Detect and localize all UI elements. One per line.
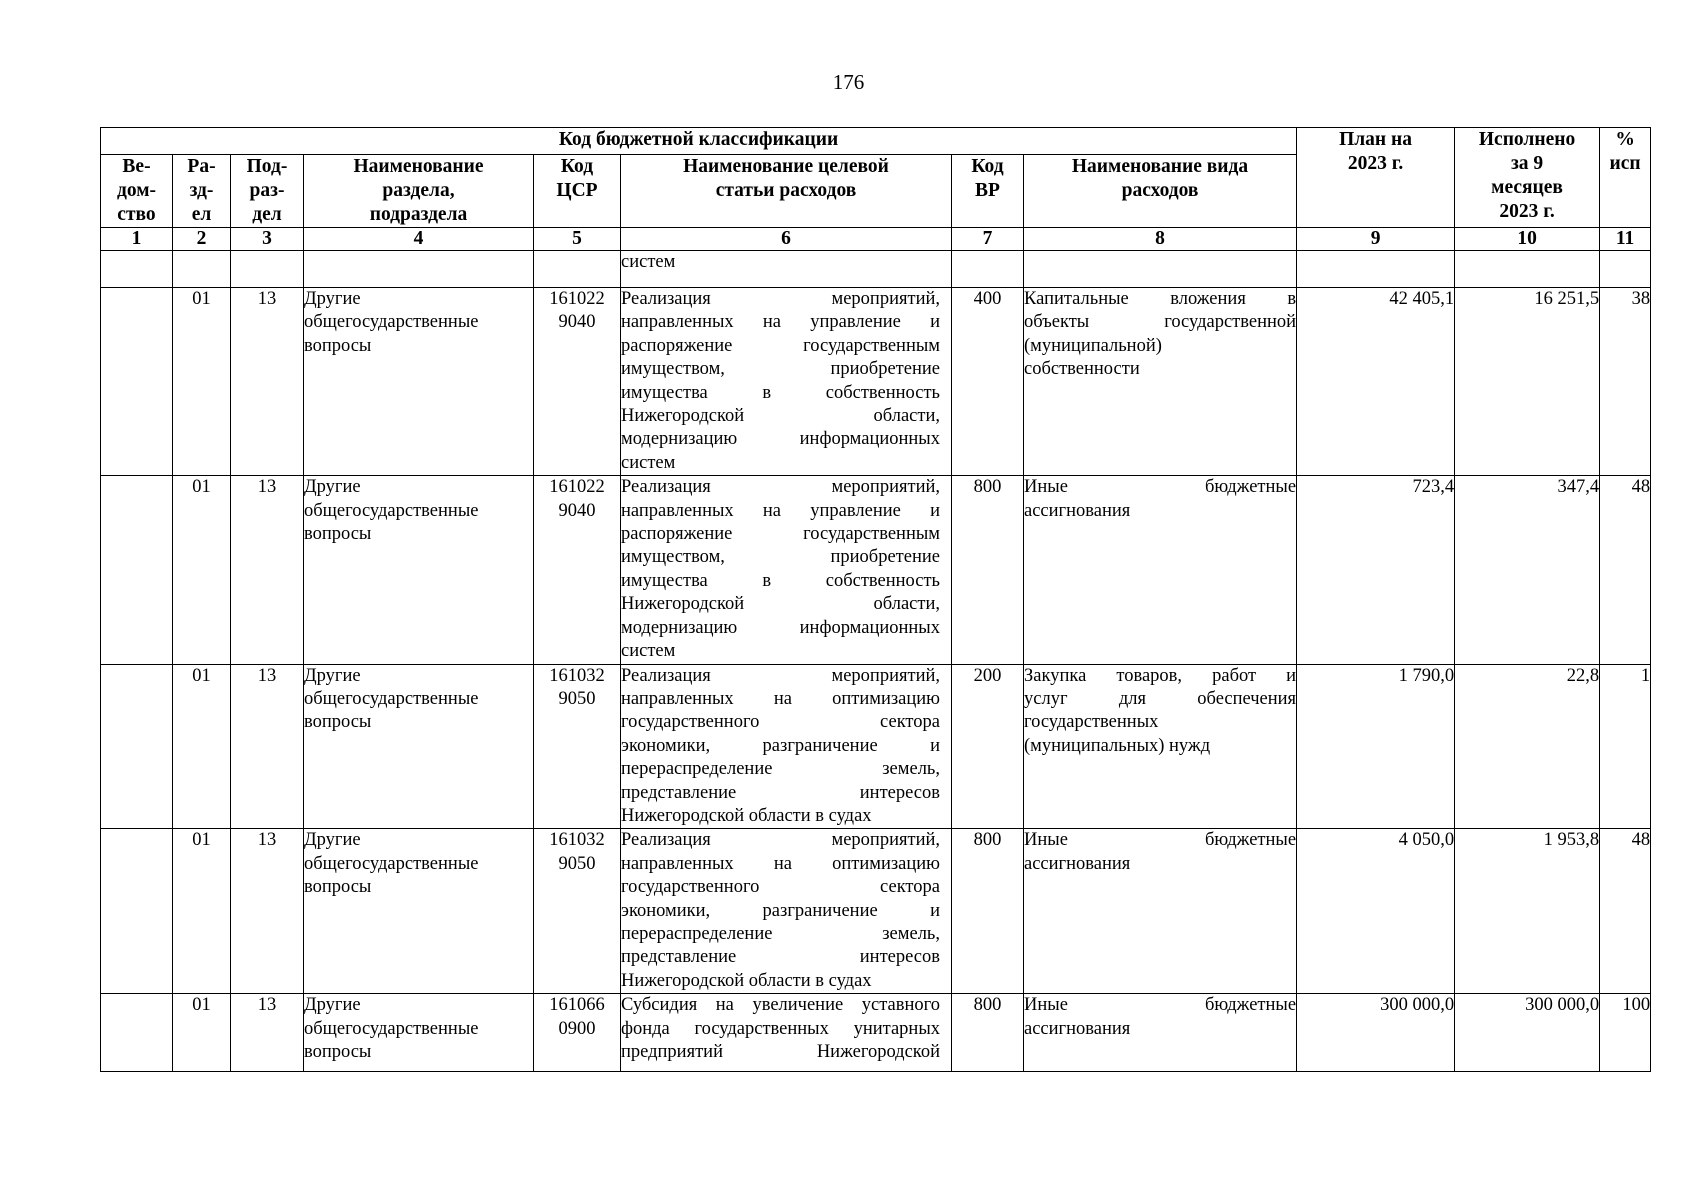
expense-type-name-header: Наименование вида расходов — [1024, 155, 1297, 228]
plan-amount: 1 790,0 — [1297, 664, 1455, 829]
execution-percent: 38 — [1600, 288, 1651, 476]
subsection-code: 13 — [231, 994, 304, 1072]
budget-table — [100, 127, 1651, 1072]
vr-code: 800 — [952, 476, 1024, 664]
column-number: 4 — [304, 228, 534, 251]
expense-type-name: Капитальные вложения в объекты государственной (муниципальной) собственности — [1024, 288, 1297, 476]
section-code: 01 — [173, 664, 231, 829]
section-name: Другие общегосударственные вопросы — [304, 476, 534, 664]
section-name: Другие общегосударственные вопросы — [304, 664, 534, 829]
vr-code: 800 — [952, 994, 1024, 1072]
section-header: Ра- зд- ел — [173, 155, 231, 228]
execution-percent: 48 — [1600, 829, 1651, 994]
executed-amount: 16 251,5 — [1455, 288, 1600, 476]
subsection-code: 13 — [231, 829, 304, 994]
section-name: Другие общегосударственные вопросы — [304, 288, 534, 476]
executed-amount: 300 000,0 — [1455, 994, 1600, 1072]
table-row — [101, 251, 1651, 288]
vr-code: 200 — [952, 664, 1024, 829]
vr-code-header: Код ВР — [952, 155, 1024, 228]
expense-type-name: Закупка товаров, работ и услуг для обеспечения государственных (муниципальных) нужд — [1024, 664, 1297, 829]
expense-type-name: Иные бюджетные ассигнования — [1024, 829, 1297, 994]
table-row — [101, 288, 1651, 476]
execution-percent: 1 — [1600, 664, 1651, 829]
executed-amount: 1 953,8 — [1455, 829, 1600, 994]
subsection-code: 13 — [231, 664, 304, 829]
target-item-name: Субсидия на увеличение уставного фонда государственных унитарных предприятий Нижегородской — [621, 994, 952, 1072]
target-item-name: Реализация мероприятий, направленных на управление и распоряжение государственным имуществом, приобретение имущества в собственность Нижегородской области, модернизацию информационных систем — [621, 288, 952, 476]
plan-amount: 723,4 — [1297, 476, 1455, 664]
column-number: 9 — [1297, 228, 1455, 251]
target-item-name: Реализация мероприятий, направленных на управление и распоряжение государственным имуществом, приобретение имущества в собственность Нижегородской области, модернизацию информационных систем — [621, 476, 952, 664]
vr-code: 800 — [952, 829, 1024, 994]
plan-header: План на 2023 г. — [1297, 128, 1455, 228]
execution-percent: 48 — [1600, 476, 1651, 664]
budget-classification-header: Код бюджетной классификации — [101, 128, 1297, 155]
column-number: 6 — [621, 228, 952, 251]
target-item-name-header: Наименование целевой статьи расходов — [621, 155, 952, 228]
table-row — [101, 829, 1651, 994]
target-item-name: систем — [621, 251, 952, 288]
plan-amount: 4 050,0 — [1297, 829, 1455, 994]
subsection-code: 13 — [231, 476, 304, 664]
executed-header: Исполнено за 9 месяцев 2023 г. — [1455, 128, 1600, 228]
csr-code: 161066 0900 — [534, 994, 621, 1072]
table-row — [101, 476, 1651, 664]
column-number-row — [101, 228, 1651, 251]
column-number: 11 — [1600, 228, 1651, 251]
target-item-name: Реализация мероприятий, направленных на оптимизацию государственного сектора экономики, разграничение и перераспределение земель, представление интересов Нижегородской области в судах — [621, 664, 952, 829]
expense-type-name: Иные бюджетные ассигнования — [1024, 994, 1297, 1072]
table-row — [101, 664, 1651, 829]
percent-header: % исп — [1600, 128, 1651, 228]
column-number: 3 — [231, 228, 304, 251]
executed-amount: 347,4 — [1455, 476, 1600, 664]
csr-code: 161022 9040 — [534, 476, 621, 664]
executed-amount: 22,8 — [1455, 664, 1600, 829]
table-row — [101, 994, 1651, 1072]
column-number: 7 — [952, 228, 1024, 251]
section-code: 01 — [173, 288, 231, 476]
page-number: 176 — [832, 70, 865, 94]
expense-type-name: Иные бюджетные ассигнования — [1024, 476, 1297, 664]
section-code: 01 — [173, 994, 231, 1072]
execution-percent: 100 — [1600, 994, 1651, 1072]
column-number: 5 — [534, 228, 621, 251]
column-number: 2 — [173, 228, 231, 251]
target-item-name: Реализация мероприятий, направленных на оптимизацию государственного сектора экономики, разграничение и перераспределение земель, представление интересов Нижегородской области в судах — [621, 829, 952, 994]
column-number: 1 — [101, 228, 173, 251]
plan-amount: 42 405,1 — [1297, 288, 1455, 476]
column-number: 8 — [1024, 228, 1297, 251]
section-code: 01 — [173, 829, 231, 994]
vr-code: 400 — [952, 288, 1024, 476]
subsection-code: 13 — [231, 288, 304, 476]
department-header: Ве- дом- ство — [101, 155, 173, 228]
section-name: Другие общегосударственные вопросы — [304, 829, 534, 994]
plan-amount: 300 000,0 — [1297, 994, 1455, 1072]
csr-code-header: Код ЦСР — [534, 155, 621, 228]
subsection-header: Под- раз- дел — [231, 155, 304, 228]
section-name-header: Наименование раздела, подраздела — [304, 155, 534, 228]
column-number: 10 — [1455, 228, 1600, 251]
section-code: 01 — [173, 476, 231, 664]
csr-code: 161032 9050 — [534, 664, 621, 829]
section-name: Другие общегосударственные вопросы — [304, 994, 534, 1072]
csr-code: 161032 9050 — [534, 829, 621, 994]
csr-code: 161022 9040 — [534, 288, 621, 476]
